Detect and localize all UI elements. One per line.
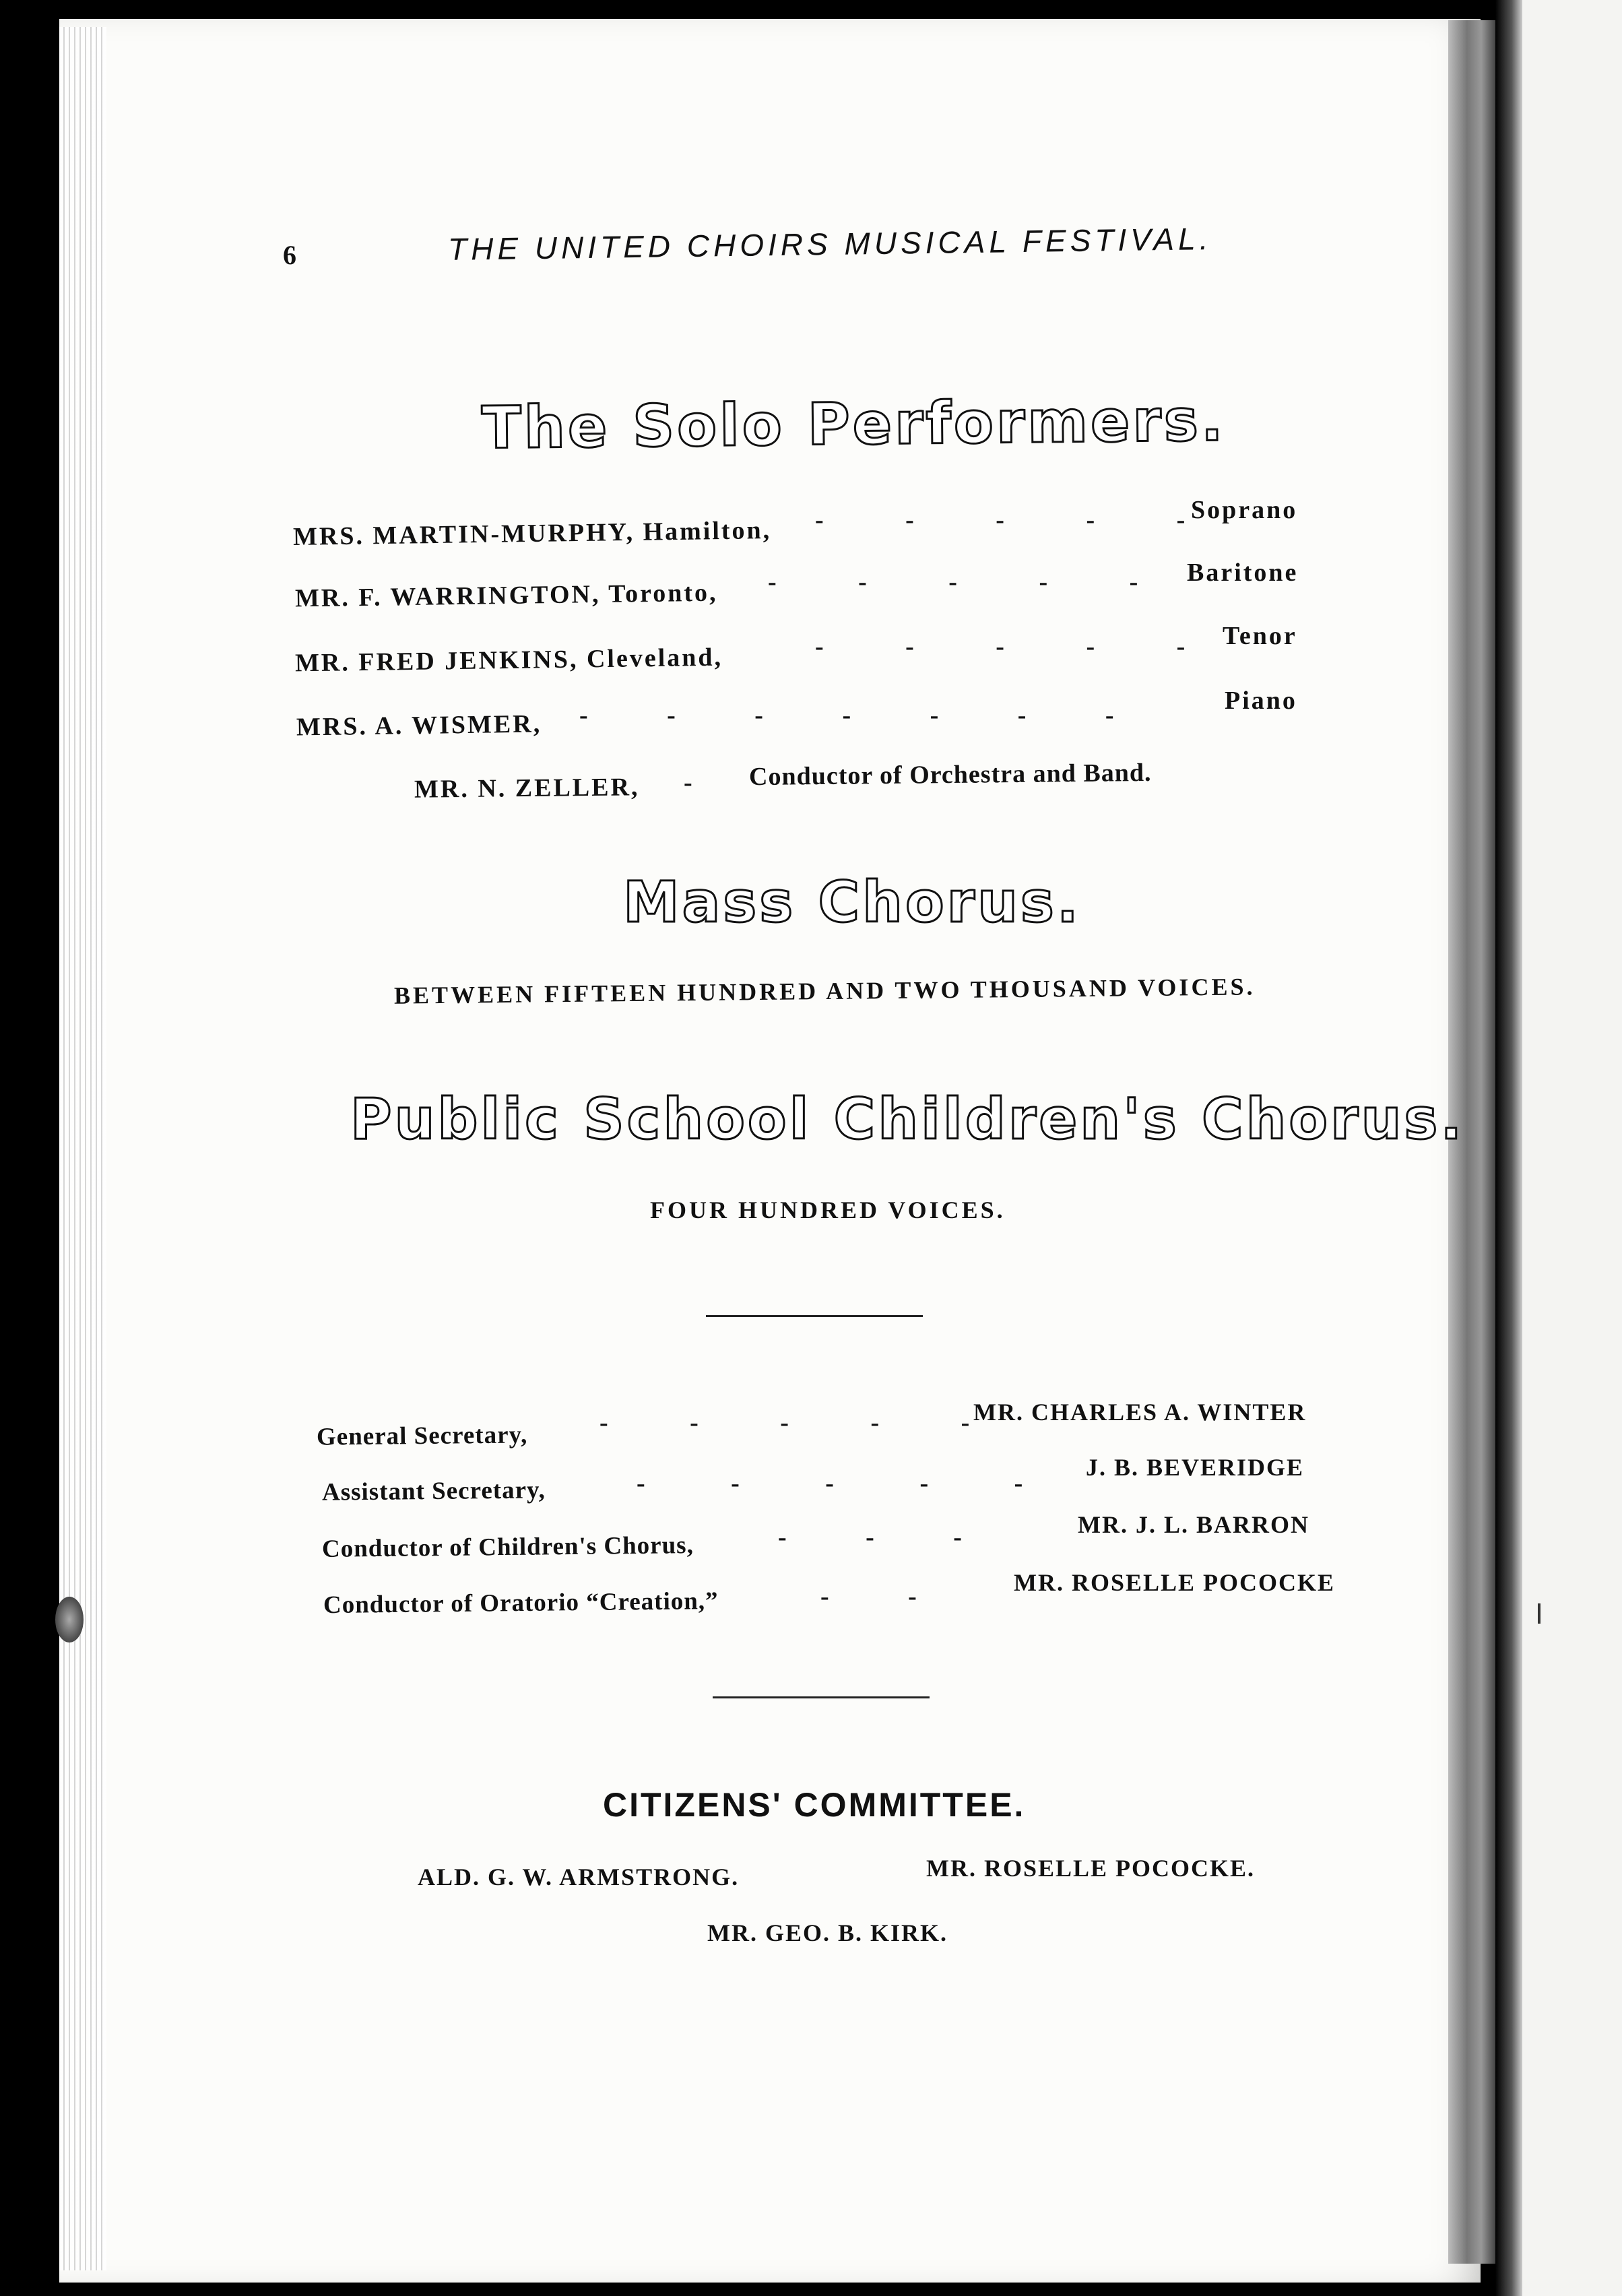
office-title: Conductor of Oratorio “Creation,” <box>323 1587 719 1620</box>
binding-hole <box>55 1597 84 1643</box>
running-head-title: THE UNITED CHOIRS MUSICAL FESTIVAL. <box>447 221 1212 267</box>
page-edge-stack <box>59 27 106 2270</box>
committee-member: MR. ROSELLE POCOCKE. <box>926 1855 1256 1882</box>
performer-name: MR. F. WARRINGTON, Toronto, <box>294 578 718 613</box>
spine-mark <box>1538 1603 1540 1624</box>
office-holder: MR. J. L. BARRON <box>1078 1511 1309 1538</box>
leader-dashes: - - - - - <box>815 506 1186 534</box>
leader-dashes: - - - <box>778 1523 962 1552</box>
office-holder: MR. ROSELLE POCOCKE <box>1014 1569 1336 1596</box>
children-chorus-subtitle: FOUR HUNDRED VOICES. <box>650 1197 1006 1223</box>
leader-dash: - <box>684 769 692 797</box>
performer-part: Baritone <box>1187 559 1299 587</box>
page-number: 6 <box>283 240 296 270</box>
performer-part: Tenor <box>1223 622 1297 650</box>
office-title: Assistant Secretary, <box>321 1476 546 1506</box>
section-rule <box>713 1696 930 1698</box>
leader-dashes: - - - - - <box>599 1409 970 1437</box>
office-holder: J. B. BEVERIDGE <box>1086 1454 1305 1481</box>
mass-chorus-heading: Mass Chorus. <box>623 869 1081 935</box>
committee-heading: CITIZENS' COMMITTEE. <box>603 1786 1026 1824</box>
solo-performers-heading: The Solo Performers. <box>481 387 1227 462</box>
conductor-role: Conductor of Orchestra and Band. <box>748 758 1152 792</box>
office-title: General Secretary, <box>316 1421 528 1451</box>
leader-dashes: - - - - - <box>637 1469 1023 1498</box>
section-rule <box>706 1315 923 1317</box>
leader-dashes: - - - - - <box>768 568 1138 596</box>
performer-name: MRS. MARTIN-MURPHY, Hamilton, <box>292 516 772 551</box>
mass-chorus-subtitle: BETWEEN FIFTEEN HUNDRED AND TWO THOUSAND VOICES. <box>393 973 1256 1009</box>
conductor-name: MR. N. ZELLER, <box>414 773 640 804</box>
children-chorus-heading: Public School Children's Chorus. <box>350 1086 1465 1152</box>
gutter-shadow <box>1495 0 1522 2296</box>
office-holder: MR. CHARLES A. WINTER <box>973 1399 1307 1426</box>
leader-dashes: - - <box>820 1583 917 1611</box>
leader-dashes: - - - - - <box>815 633 1186 661</box>
committee-member: MR. GEO. B. KIRK. <box>707 1919 948 1946</box>
performer-name: MR. FRED JENKINS, Cleveland, <box>294 643 723 678</box>
performer-name: MRS. A. WISMER, <box>296 709 542 742</box>
facing-page-edge <box>1509 0 1622 2296</box>
office-title: Conductor of Children's Chorus, <box>321 1531 694 1563</box>
committee-member: ALD. G. W. ARMSTRONG. <box>418 1863 740 1890</box>
performer-part: Piano <box>1225 687 1297 715</box>
performer-part: Soprano <box>1191 496 1298 524</box>
leader-dashes: - - - - - - - <box>579 701 1114 730</box>
